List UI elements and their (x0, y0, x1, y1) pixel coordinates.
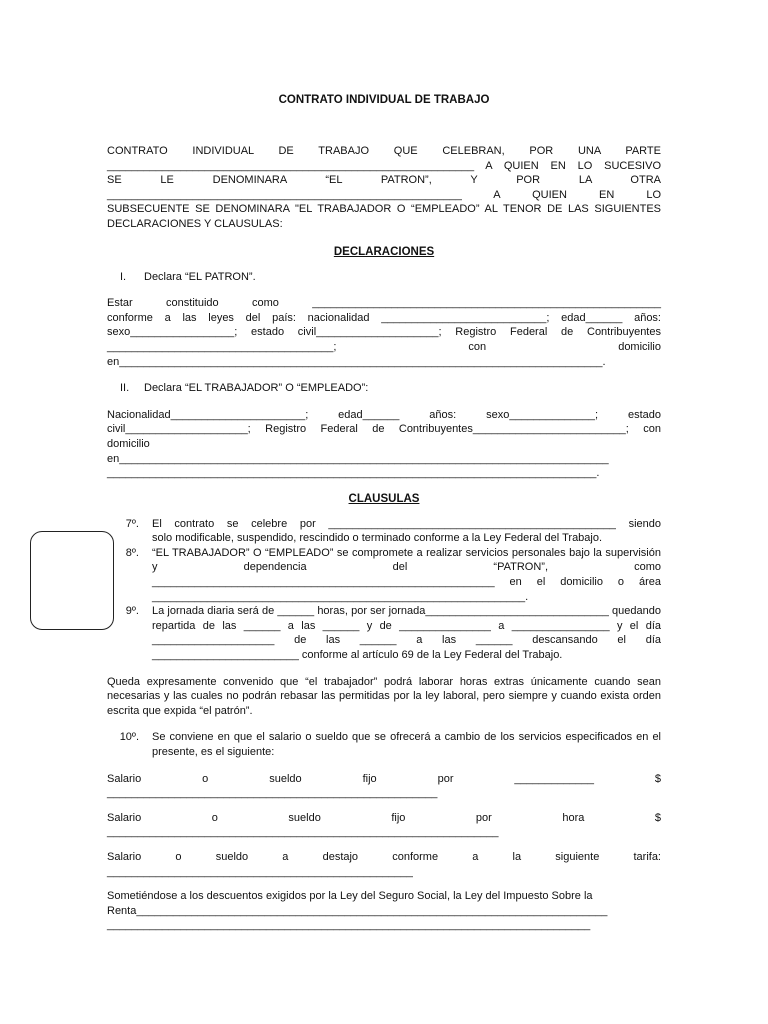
field-line: conforme a las leyes del país: nacionalidad ___________________________; edad______ años: (107, 311, 661, 324)
intro-paragraph (107, 144, 661, 232)
field-line: Estar constituido como _________________________________________________________ (107, 297, 661, 310)
item-label: Declara “EL TRABAJADOR” O “EMPLEADO”: (144, 382, 369, 395)
salary-blank: __________________________________________________ (107, 865, 413, 878)
intro-line: ____________________________________________________________ A QUIEN EN LO SUCESIVO (107, 159, 661, 172)
field-line: domicilio (107, 437, 150, 450)
clause-line: presente, es el siguiente: (152, 746, 275, 758)
intro-line: CONTRATO INDIVIDUAL DE TRABAJO QUE CELEBRAN, POR UNA PARTE (107, 145, 661, 157)
field-line: en________________________________________________________________________________ (107, 452, 609, 465)
intro-line: SUBSECUENTE SE DENOMINARA "EL TRABAJADOR O “EMPLEADO” AL TENOR DE LAS SIGUIENTES (107, 203, 661, 216)
declaraciones-heading: DECLARACIONES (333, 245, 435, 258)
clause-line: El contrato se celebre por _______________________________________________ siendo (152, 517, 661, 530)
declaracion-item-1 (107, 270, 661, 285)
clause-line: “EL TRABAJADOR” O “EMPLEADO” se compromete a realizar servicios personales bajo la supervisión (152, 546, 661, 559)
clause-line: ________________________ conforme al artículo 69 de la Ley Federal del Trabajo. (152, 649, 563, 662)
clause-number: 9º. (125, 605, 139, 618)
field-line: Nacionalidad______________________; edad______ años: sexo______________; estado (107, 408, 661, 421)
final-paragraph (107, 889, 661, 933)
salary-hourly (107, 811, 661, 840)
clause-line: _____________________________________________________________. (152, 590, 529, 603)
trabajador-fields (107, 408, 661, 481)
field-line: ________________________________________________________________________________. (107, 467, 600, 480)
clause-10 (107, 730, 661, 759)
clause-8 (107, 546, 661, 604)
item-number: I. (120, 270, 127, 283)
clause-line: Se conviene en que el salario o sueldo que se ofrecerá a cambio de los servicios especificados en el (152, 731, 661, 744)
field-line: _____________________________________; con domicilio (107, 340, 661, 353)
patron-fields (107, 296, 661, 369)
salary-line: Salario o sueldo a destajo conforme a la siguiente tarifa: (107, 850, 661, 863)
field-line: en_______________________________________________________________________________. (107, 355, 606, 368)
clause-line: solo modificable, suspendido, rescindido o terminado conforme a la Ley Federal del Trabajo. (152, 532, 603, 545)
blank-note-box (30, 531, 114, 630)
final-line: Renta_____________________________________________________________________________ (107, 904, 608, 917)
field-line: civil____________________; Registro Federal de Contribuyentes_________________________; con (107, 423, 661, 436)
declaracion-item-2 (107, 381, 661, 396)
clausulas-heading: CLAUSULAS (348, 492, 420, 505)
clause-7 (107, 517, 661, 546)
clause-line: repartida de las ______ a las ______ y de _______________ a ________________ y el día (152, 619, 661, 632)
salary-line: Salario o sueldo fijo por _____________ $ (107, 772, 661, 785)
intro-line: DECLARACIONES Y CLAUSULAS: (107, 217, 283, 230)
salary-blank: ______________________________________________________ (107, 787, 438, 800)
document-title: CONTRATO INDIVIDUAL DE TRABAJO (278, 94, 490, 106)
salary-line: Salario o sueldo fijo por hora $ (107, 811, 661, 824)
clause-number: 10º. (119, 731, 139, 744)
clause-number: 8º. (125, 546, 139, 559)
intro-line: SE LE DENOMINARA “EL PATRON”, Y POR LA OTRA (107, 174, 661, 187)
salary-piecework (107, 850, 661, 879)
clause-line: ____________________ de las ______ a las ______ descansando el día (152, 634, 661, 647)
clause-9 (107, 604, 661, 662)
item-number: II. (120, 382, 130, 395)
field-line: sexo_________________; estado civil____________________; Registro Federal de Contribuyentes (107, 326, 661, 339)
clause-line: y dependencia del “PATRON”, como (152, 561, 661, 574)
overtime-paragraph: Queda expresamente convenido que “el trabajador” podrá laborar horas extras únicamente cuando sean necesarias y las cuales no podrán rebasar las permitidas por la ley laboral, pero siempre y cuando exista orden escrita que expida “el patrón”. (107, 675, 661, 717)
clause-line: La jornada diaria será de ______ horas, por ser jornada______________________________ quedando (152, 605, 661, 618)
salary-fixed (107, 772, 661, 801)
final-line: Sometiéndose a los descuentos exigidos por la Ley del Seguro Social, la Ley del Impuesto Sobre la (107, 890, 593, 903)
contract-page (107, 94, 661, 933)
salary-blank: ________________________________________________________________ (107, 826, 499, 839)
clause-line: ________________________________________________________ en el domicilio o área (152, 576, 661, 589)
final-line: _______________________________________________________________________________ (107, 919, 591, 932)
intro-line: __________________________________________________________ A QUIEN EN LO (107, 188, 661, 201)
item-label: Declara “EL PATRON”. (144, 270, 256, 283)
clause-number: 7º. (125, 517, 139, 530)
